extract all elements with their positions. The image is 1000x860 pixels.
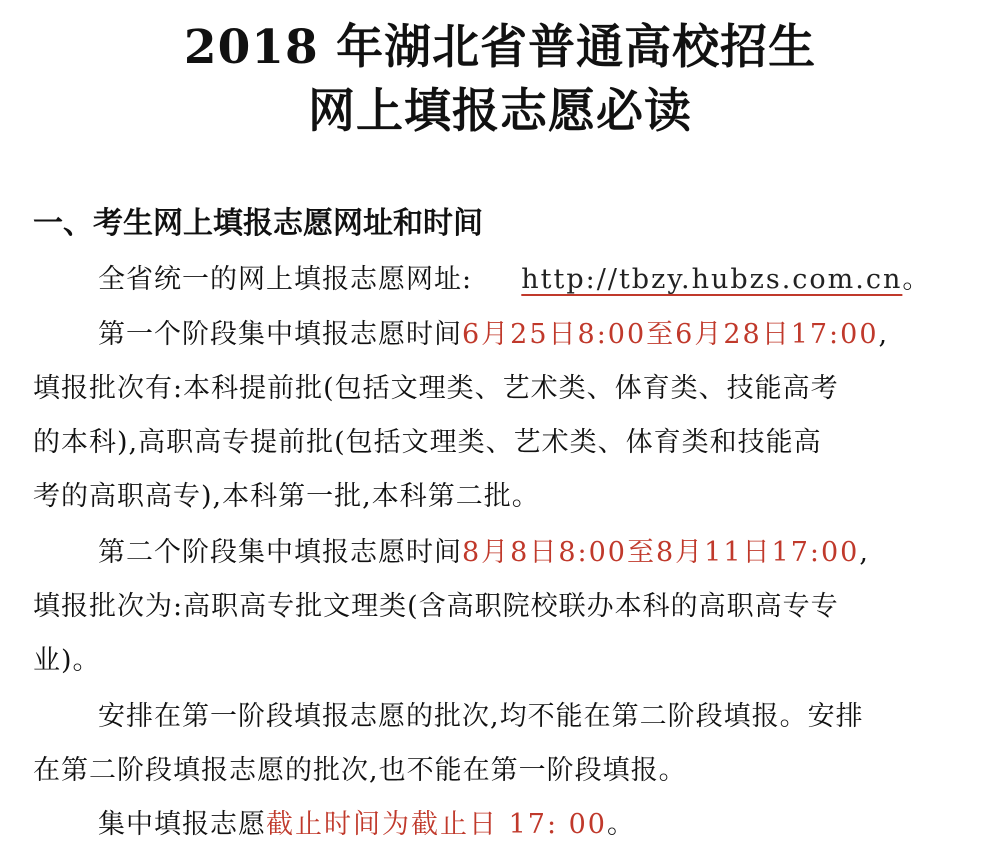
stage1-comma: , (878, 319, 889, 350)
stage1-paragraph-line3: 的本科),高职高专提前批(包括文理类、艺术类、体育类和技能高 (33, 427, 822, 458)
stage2-paragraph-line2: 填报批次为:高职高专批文理类(含高职院校联办本科的高职高专专 (33, 591, 839, 622)
note-paragraph-line2: 在第二阶段填报志愿的批次,也不能在第一阶段填报。 (33, 755, 687, 786)
stage1-time: 6月25日8:00至6月28日17:00 (462, 319, 879, 350)
url-paragraph (98, 260, 930, 300)
stage2-comma: , (859, 537, 869, 568)
deadline-prefix: 集中填报志愿 (98, 809, 266, 840)
document-title-line2: 网上填报志愿必读 (308, 84, 692, 139)
section-heading: 一、考生网上填报志愿网址和时间 (33, 206, 483, 241)
stage1-paragraph-line2: 填报批次有:本科提前批(包括文理类、艺术类、体育类、技能高考 (33, 373, 839, 404)
url-period: 。 (902, 264, 931, 295)
stage2-paragraph-line1 (98, 533, 869, 573)
deadline-time: 截止时间为截止日 17: 00 (266, 809, 607, 840)
deadline-period: 。 (606, 809, 635, 840)
deadline-paragraph (98, 805, 635, 845)
document-title-line1: 2018 年湖北省普通高校招生 (183, 20, 817, 75)
stage1-paragraph-line1 (98, 315, 888, 355)
stage2-time: 8月8日8:00至8月11日17:00 (462, 537, 860, 568)
note-paragraph-line1: 安排在第一阶段填报志愿的批次,均不能在第二阶段填报。安排 (98, 701, 864, 732)
stage2-prefix: 第二个阶段集中填报志愿时间 (98, 537, 462, 568)
stage1-prefix: 第一个阶段集中填报志愿时间 (98, 319, 462, 350)
registration-url-link[interactable]: http://tbzy.hubzs.com.cn (521, 264, 903, 295)
url-label: 全省统一的网上填报志愿网址: (98, 264, 473, 295)
stage1-paragraph-line4: 考的高职高专),本科第一批,本科第二批。 (33, 481, 540, 512)
stage2-paragraph-line3: 业)。 (33, 645, 101, 676)
